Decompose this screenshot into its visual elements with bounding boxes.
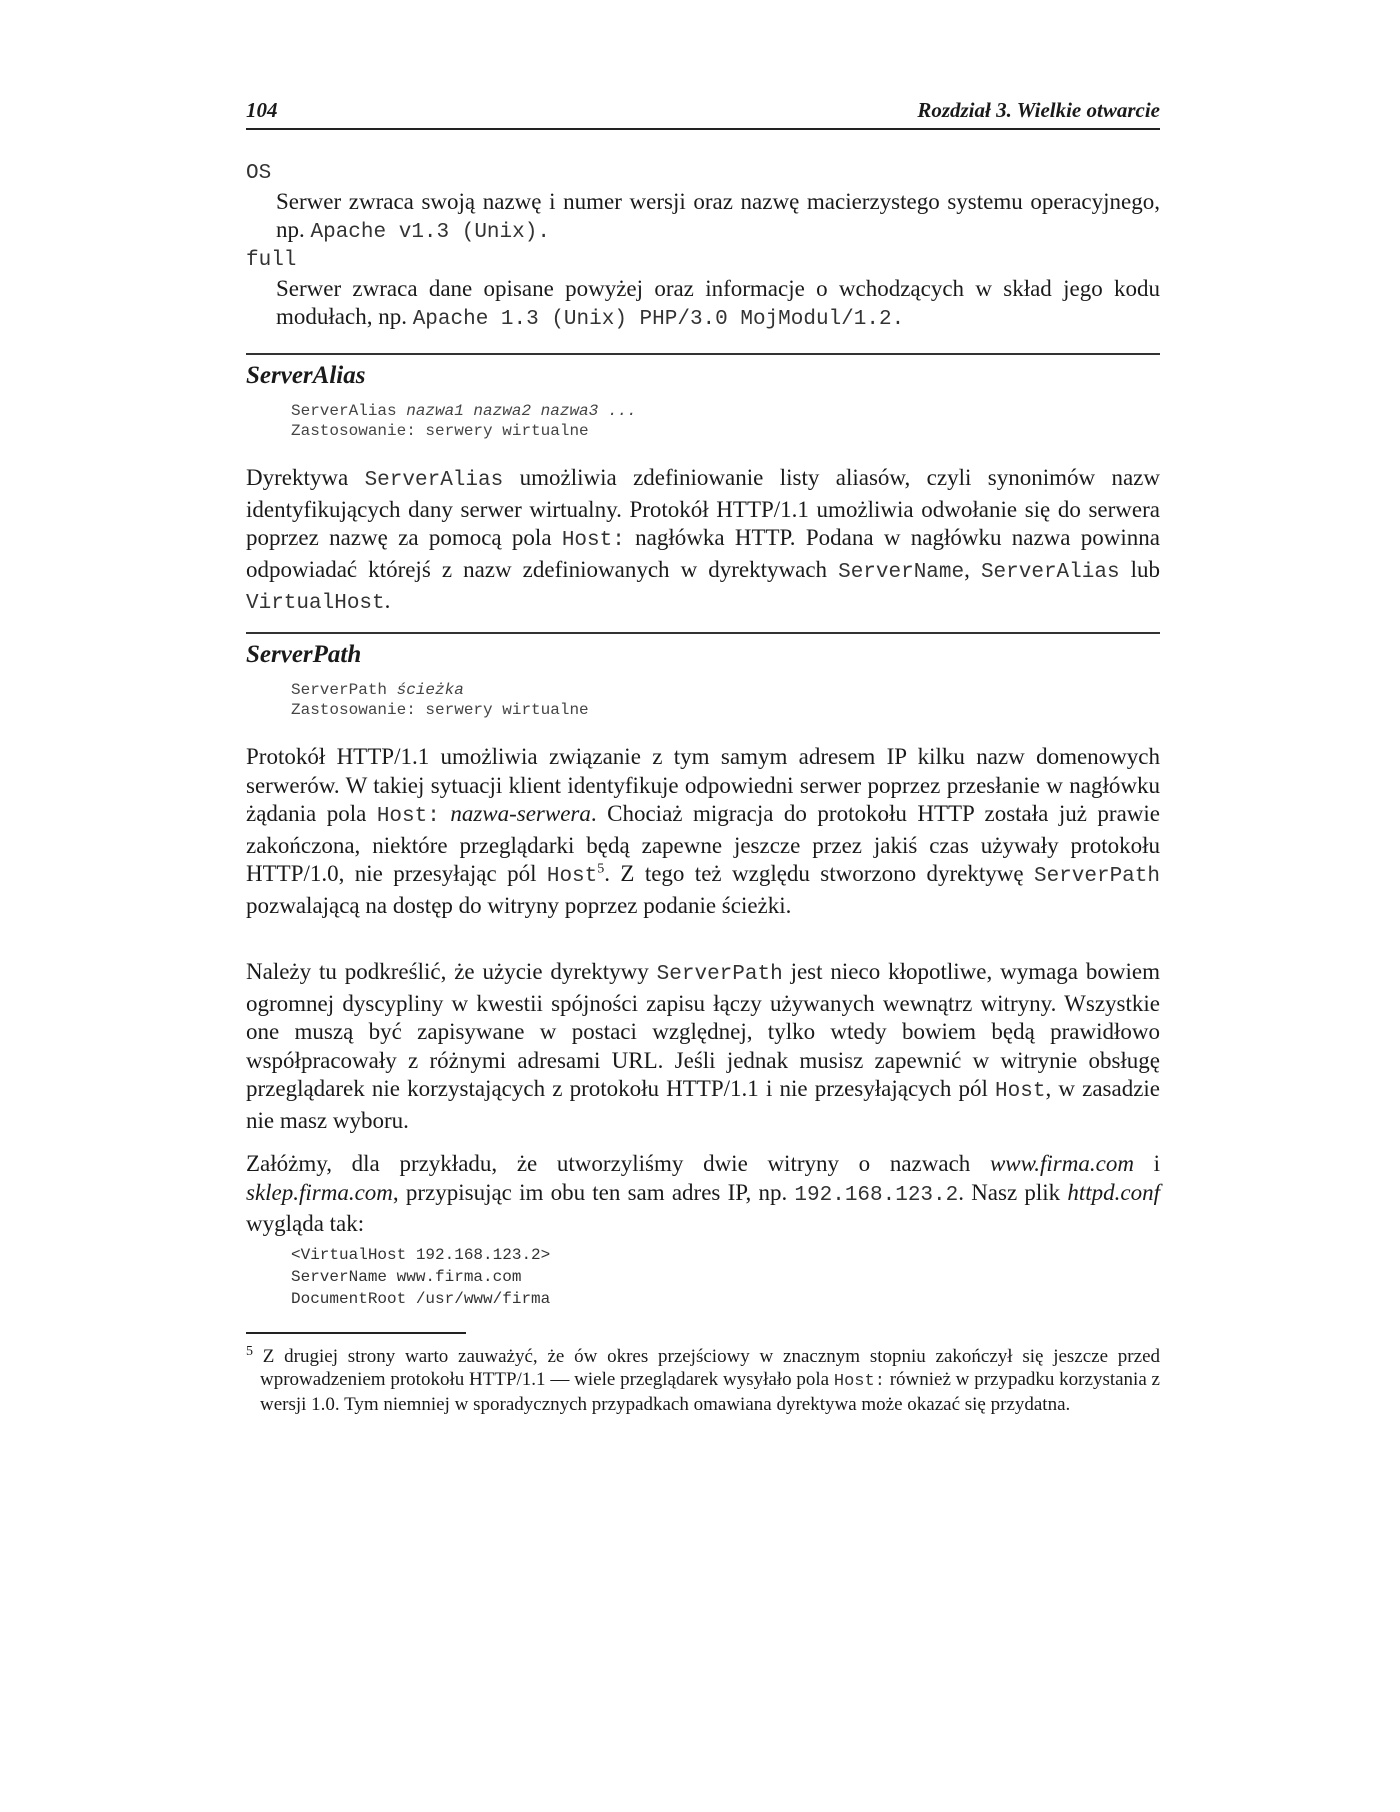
inline-code: Host: (833, 1372, 885, 1391)
serverpath-syntax (291, 680, 589, 720)
syntax-line (291, 680, 589, 700)
inline-code: VirtualHost (246, 592, 385, 615)
def-desc-code: Apache v1.3 (Unix). (310, 221, 550, 244)
text-run: również w przypadku korzystania z wersji 1.0. Tym niemniej w sporadycznych przypadkach omawiana dyrektywa może okazać się przydatna. (260, 1369, 1160, 1415)
syntax-usage: Zastosowanie: serwery wirtualne (291, 422, 589, 440)
inline-code: ServerPath (656, 963, 783, 986)
page-number: 104 (246, 98, 278, 122)
text-run: Załóżmy, dla przykładu, że utworzyliśmy dwie witryny o nazwach (246, 1151, 990, 1176)
def-desc-os (246, 188, 1160, 247)
code-line: DocumentRoot /usr/www/firma (291, 1290, 551, 1308)
text-run: wygląda tak: (246, 1211, 365, 1236)
footnote (246, 1345, 1160, 1416)
footnote-ref: 5 (597, 861, 605, 877)
italic-text: nazwa-serwera (439, 801, 591, 826)
syntax-usage: Zastosowanie: serwery wirtualne (291, 701, 589, 719)
section-title: ServerAlias (246, 362, 366, 389)
text-run: Protokół HTTP/1.1 umożliwia związanie z tym samym adresem IP kilku nazw domenowych serwerów. W takiej sytuacji klient identyfikuje odpowiedni serwer poprzez przesłanie w nagłówku żądania pola (246, 744, 1160, 826)
def-desc-text: Serwer zwraca swoją nazwę i numer wersji oraz nazwę macierzystego systemu operacyjnego, np. (276, 189, 1160, 242)
text-run: i (1133, 1151, 1160, 1176)
footnote-rule (246, 1332, 466, 1334)
text-run: . Nasz plik (958, 1179, 1068, 1205)
footnote-mark: 5 (246, 1343, 253, 1359)
inline-code: Host (995, 1080, 1046, 1103)
inline-code: Host: (561, 529, 625, 552)
text-run: Dyrektywa (246, 465, 365, 490)
italic-text: www.firma.com (989, 1151, 1134, 1176)
def-desc-code: Apache 1.3 (Unix) PHP/3.0 MojModul/1.2. (412, 308, 905, 331)
serverpath-paragraph-1 (246, 743, 1160, 920)
def-desc-text: Serwer zwraca dane opisane powyżej oraz informacje o wchodzących w skład jego kodu modułach, np. (276, 276, 1160, 329)
text-run: . (384, 588, 391, 613)
text-run: lub (1119, 556, 1161, 582)
def-desc-full (246, 275, 1160, 334)
syntax-command: ServerPath (291, 681, 397, 699)
chapter-title: Rozdział 3. Wielkie otwarcie (917, 98, 1160, 122)
section-serverpath (246, 632, 1160, 672)
inline-code: Host (546, 865, 598, 888)
serverpath-paragraph-3 (246, 1150, 1160, 1239)
italic-text: sklep.firma.com (246, 1179, 393, 1205)
text-run: Należy tu podkreślić, że użycie dyrektywy (246, 959, 657, 984)
running-header (246, 98, 1160, 130)
text-run: Z drugiej strony warto zauważyć, że ów okres przejściowy w znacznym stopniu zakończył się jeszcze przed wprowadzeniem protokołu HTTP/1.1 — wiele przeglądarek wysyłało pola (260, 1346, 1161, 1390)
section-title: ServerPath (246, 641, 362, 668)
text-run: nagłówka HTTP. Podana w nagłówku nazwa powinna odpowiadać którejś z nazw zdefiniowanych w dyrektywach (246, 525, 1161, 582)
code-line: <VirtualHost 192.168.123.2> (291, 1246, 551, 1264)
serverpath-paragraph-2 (246, 958, 1160, 1135)
italic-text: httpd.conf (1067, 1179, 1161, 1205)
def-term-full: full (246, 249, 297, 272)
footnote-text (246, 1345, 1160, 1416)
serveralias-paragraph (246, 464, 1160, 619)
inline-code: ServerAlias (980, 560, 1120, 584)
text-run: , (964, 556, 981, 582)
text-run: pozwalającą na dostęp do witryny poprzez podanie ścieżki. (246, 892, 792, 918)
text-run: . Z tego też względu stworzono dyrektywę (604, 861, 1034, 886)
inline-code: ServerAlias (364, 469, 504, 492)
def-term-os: OS (246, 162, 272, 185)
text-run: . Chociaż migracja do protokołu HTTP została już prawie zakończona, niektóre przeglądarki będą zapewne jeszcze przez jakiś czas używały protokołu HTTP/1.0, nie przesyłając pól (246, 801, 1161, 886)
inline-code: ServerName (838, 560, 965, 584)
code-listing (291, 1244, 550, 1310)
inline-code: ServerPath (1033, 865, 1160, 888)
syntax-command: ServerAlias (291, 402, 407, 420)
syntax-args: ścieżka (396, 681, 464, 699)
text-run: jest nieco kłopotliwe, wymaga bowiem ogromnej dyscypliny w kwestii spójności zapisu łączy używanych wewnątrz witryny. Wszystkie one muszą być zapisywane w postaci względnej, tylko wtedy bowiem będą prawidłowo współpracowały z różnymi adresami URL. Jeśli jednak musisz zapewnić w witrynie obsługę przeglądarek nie korzystających z protokołu HTTP/1.1 i nie przesyłających pól (246, 959, 1160, 1101)
text-run: , przypisując im obu ten sam adres IP, np. (392, 1179, 795, 1205)
section-serveralias (246, 353, 1160, 393)
syntax-line (291, 401, 637, 421)
inline-code: Host: (376, 805, 440, 828)
inline-code: 192.168.123.2 (794, 1183, 959, 1207)
serveralias-syntax (291, 401, 637, 441)
text-run: , w zasadzie nie masz wyboru. (246, 1076, 1161, 1133)
syntax-args: nazwa1 nazwa2 nazwa3 ... (406, 402, 637, 420)
text-run: umożliwia zdefiniowanie listy aliasów, czyli synonimów nazw identyfikujących dany serwer wirtualny. Protokół HTTP/1.1 umożliwia odwołanie się do serwera poprzez nazwę za pomocą pola (246, 465, 1160, 550)
definition-list (246, 160, 1160, 334)
code-line: ServerName www.firma.com (291, 1268, 522, 1286)
